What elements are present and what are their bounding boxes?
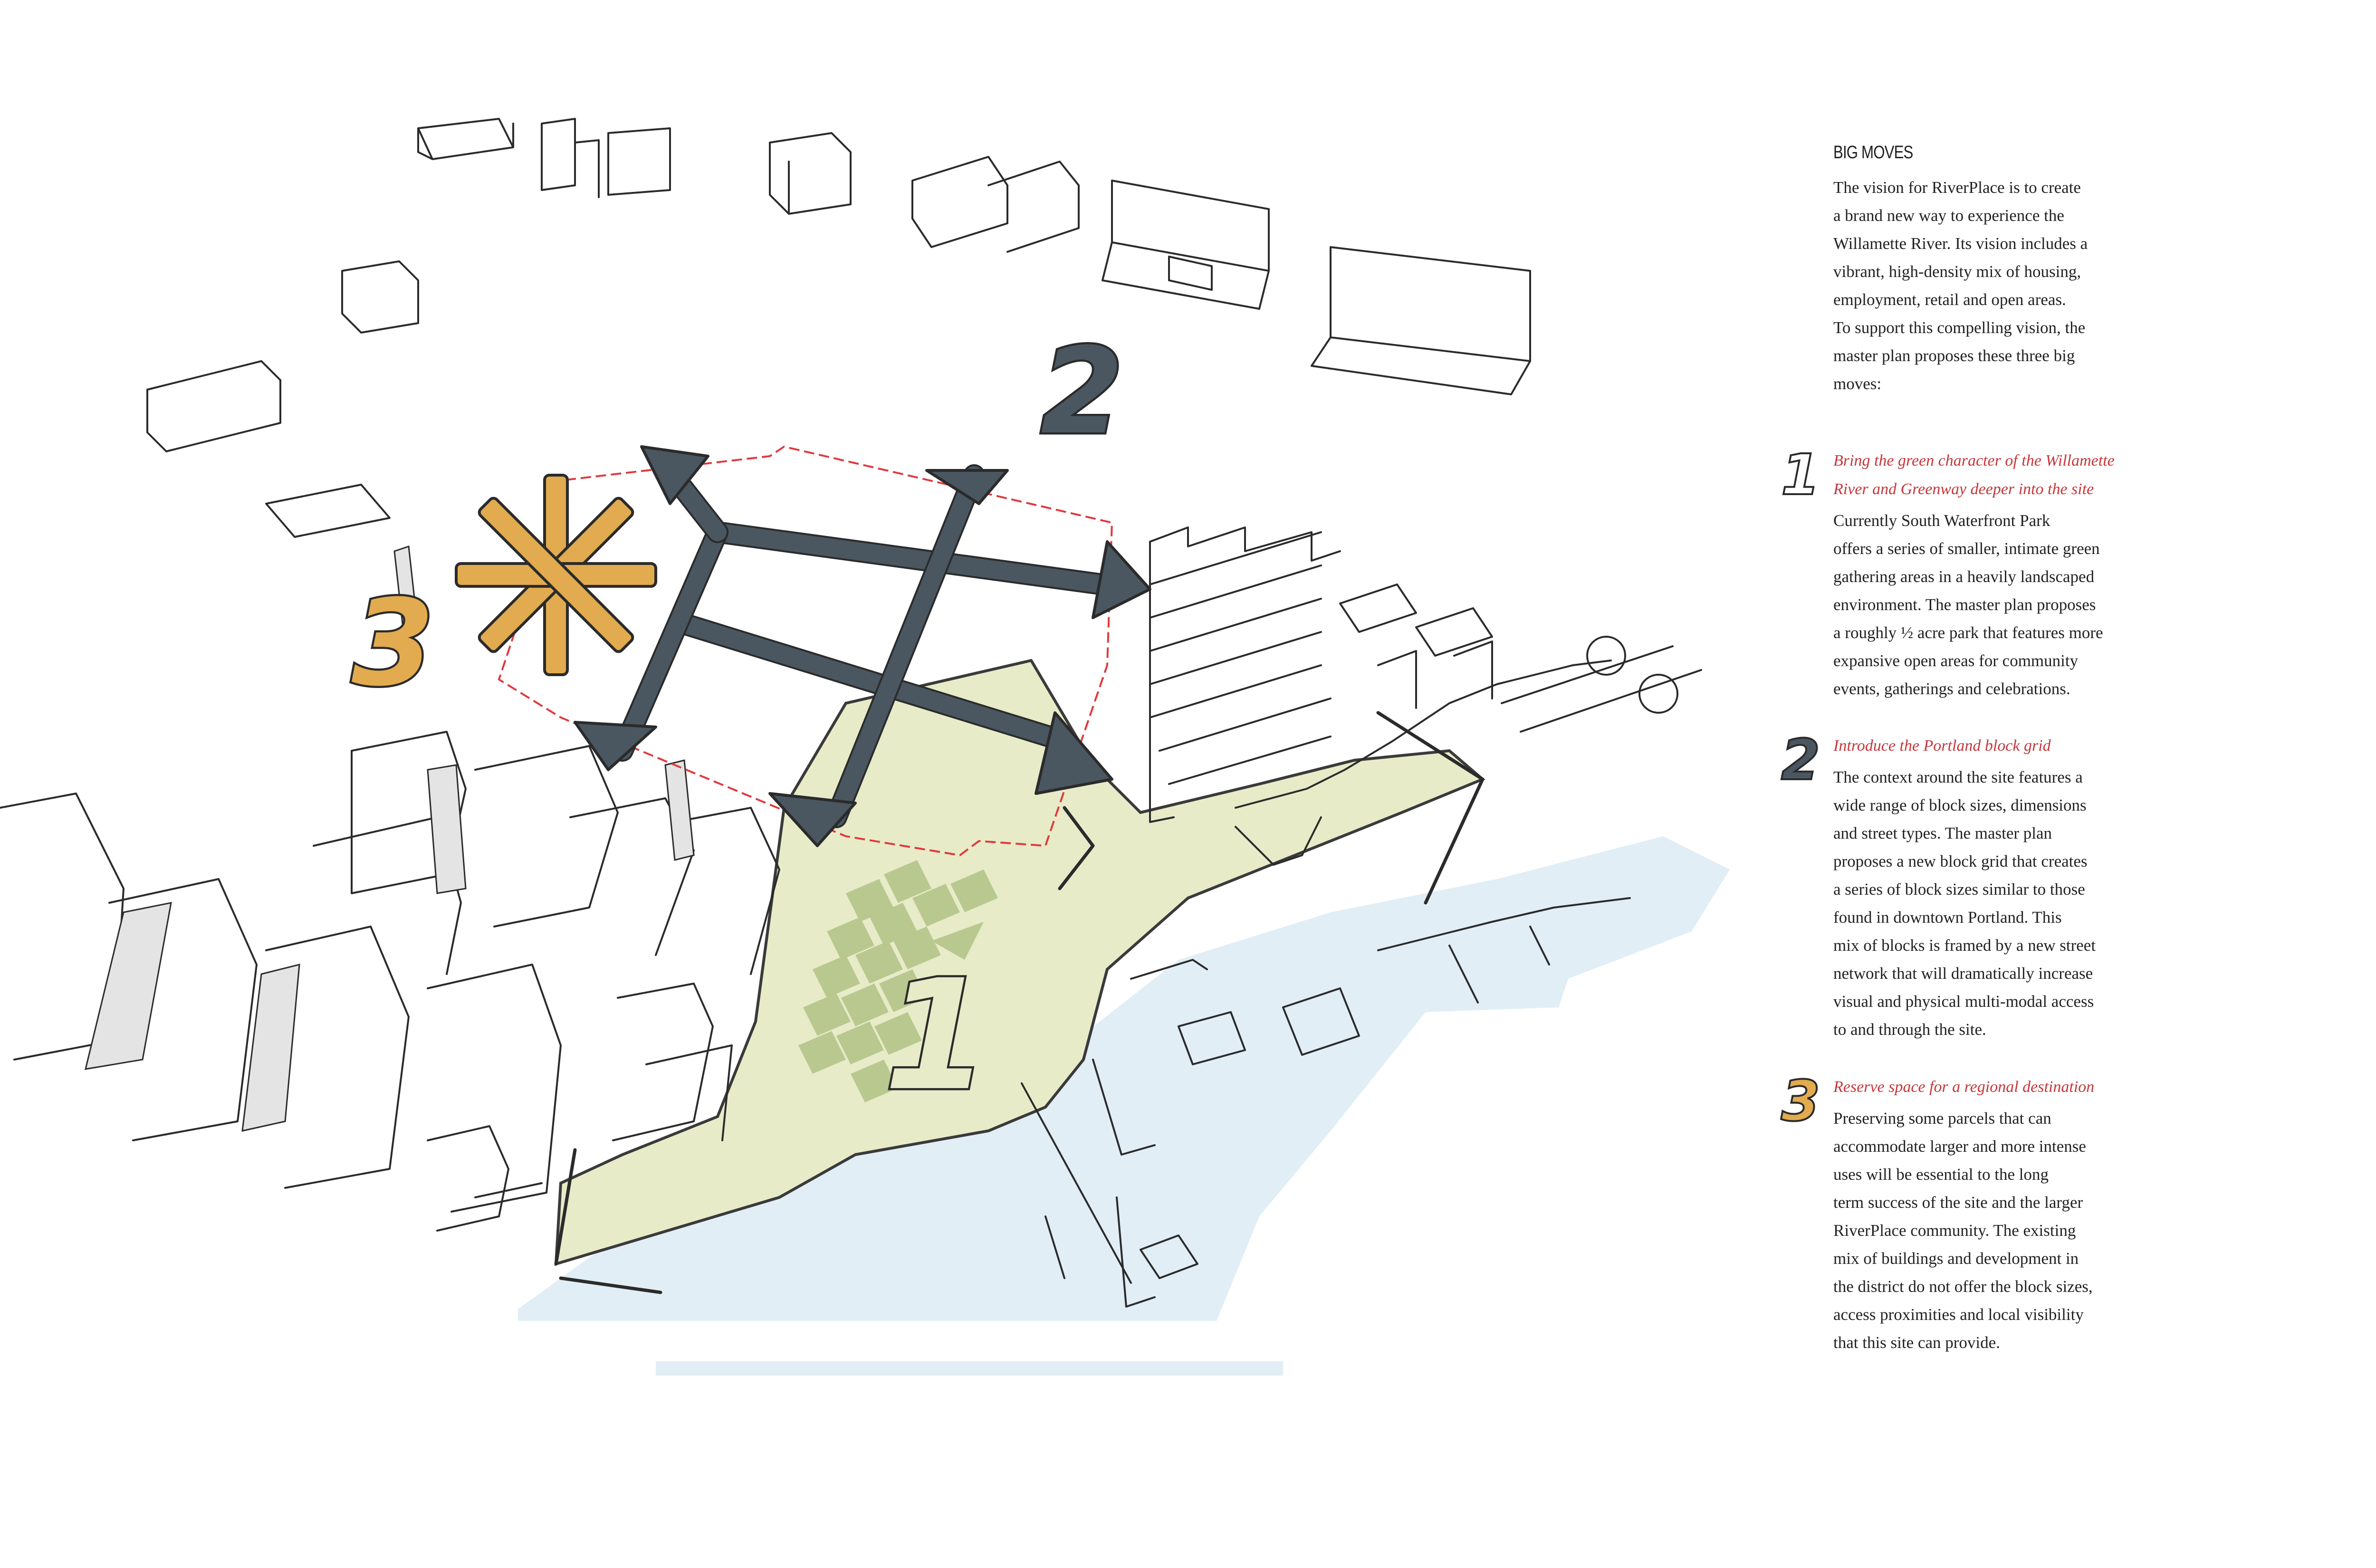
- move-2-body: The context around the site features a wide range of block sizes, dimensions and street types. The master plan proposes a new block grid that creates a series of block sizes similar to those found in downtown Portland. This mix of blocks is framed by a new street network that will dramatically increase visual and physical multi-modal access to and through the site.: [1833, 768, 2096, 1039]
- diagram-label-3: 3: [352, 574, 434, 712]
- move-1-number: 1: [1781, 442, 1820, 507]
- panel-heading: BIG MOVES: [1833, 143, 1913, 163]
- big-moves-panel: [1833, 143, 2213, 398]
- move-3-body: Preserving some parcels that can accommodate larger and more intense uses will be essential to the long term success of the site and the larger RiverPlace community. The existing mix of buildings and development in the district do not offer the block sizes, access proximities and local visibility that this site can provide.: [1833, 1109, 2093, 1352]
- move-1-body: Currently South Waterfront Park offers a series of smaller, intimate green gathering areas in a heavily landscaped environment. The master plan proposes a roughly ½ acre park that features more expansive open areas for community events, gatherings and celebrations.: [1833, 511, 2103, 698]
- move-2: [1781, 727, 2213, 1043]
- move-1: [1781, 442, 2213, 703]
- move-1-title: Bring the green character of the Willamette River and Greenway deeper into the site: [1833, 452, 2115, 498]
- move-2-number: 2: [1781, 727, 1820, 793]
- regional-destination-asterisk-icon: [456, 475, 656, 675]
- move-3-number: 3: [1781, 1068, 1820, 1134]
- move-2-title: Introduce the Portland block grid: [1833, 737, 2051, 755]
- diagram-label-1: 1: [884, 947, 990, 1124]
- panel-intro: The vision for RiverPlace is to create a brand new way to experience the Willamette River. Its vision includes a vibrant, high-density mix of housing, employment, retail and open areas. To support this compelling vision, the master plan proposes these three big moves:: [1833, 178, 2088, 393]
- move-3: [1781, 1068, 2213, 1357]
- move-3-title: Reserve space for a regional destination: [1833, 1078, 2095, 1096]
- diagram-label-2: 2: [1041, 322, 1123, 460]
